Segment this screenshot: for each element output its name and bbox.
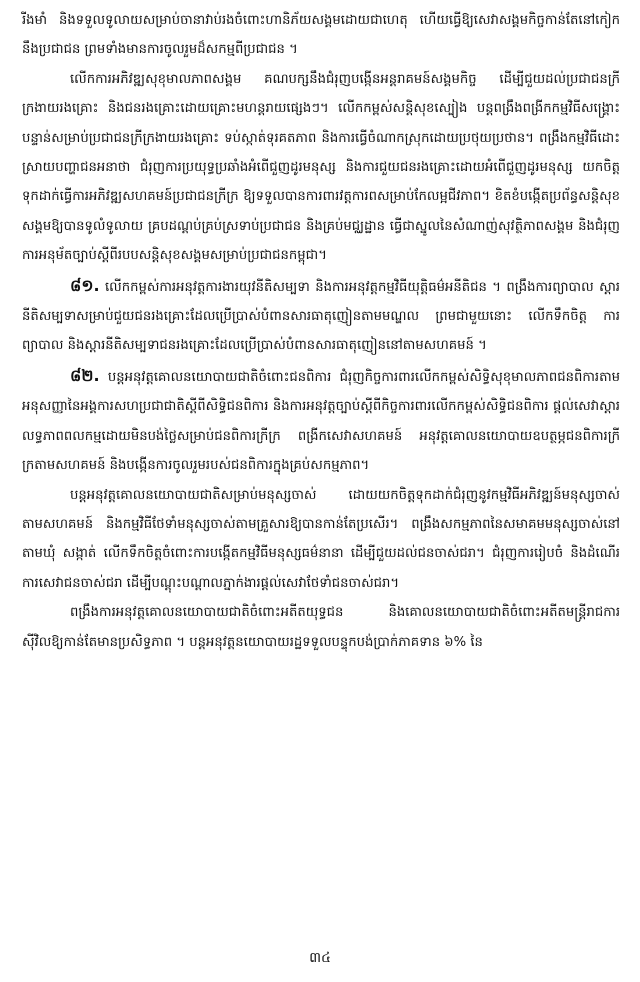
paragraph-text: បន្តអនុវត្តគោលនយោបាយជាតិចំពោះជនពិការ ជំរុញកិច្ចការពារលើកកម្ពស់សិទ្ធិសុខុមាលភាពជនពិការតាមអនុសញ្ញានៃអង្គការសហប្រជាជាតិស្តីពីសិទ្ធិជនពិការ និងការអនុវត្តច្បាប់ស្តីពីកិច្ចការពារលើកកម្ពស់សិទ្ធិជនពិការ ផ្តល់សេវាស្តារលទ្ធភាពពលកម្មដោយមិនបង់ថ្លៃសម្រាប់ជនពិការក្រីក្រ ពង្រីកសេវាសហគមន៍ អនុវត្តគោលនយោបាយឧបត្ថម្ភជនពិការក្រីក្រតាមសហគមន៍ និងបង្កើនការចូលរួមរបស់ជនពិការក្នុងគ្រប់សកម្មភាព។ (22, 369, 620, 474)
paragraph-text: លើកកម្ពស់ការអនុវត្តការងារយុវនីតិសម្បទា និងការអនុវត្តកម្មវិធីយុត្តិធម៌អនីតិជន ។ ពង្រឹងការព្យាបាល ស្តារនីតិសម្បទាសម្រាប់ជួយជនរងគ្រោះដែលប្រើប្រាស់បំពានសារធាតុញៀនតាមមណ្ឌល ព្រមជាមួយនោះ លើកទឹកចិត្ត ការព្យាបាល និងស្តារនីតិសម្បទាជនរងគ្រោះដែលប្រើប្រាស់បំពានសារធាតុញៀននៅតាមសហគមន៍ ។ (22, 279, 620, 354)
paragraph-elderly: បន្តអនុវត្តគោលនយោបាយជាតិសម្រាប់មនុស្សចាស់ ដោយយកចិត្តទុកដាក់ជំរុញនូវកម្មវិធីអភិវឌ្ឍន៍មនុស្សចាស់តាមសហគមន៍ និងកម្មវិធីថែទាំមនុស្សចាស់តាមគ្រួសារឱ្យបានកាន់តែប្រសើរ។ ពង្រឹងសកម្មភាពនៃសមាគមមនុស្សចាស់នៅតាមឃុំ សង្កាត់ លើកទឹកចិត្តចំពោះការបង្កើតកម្មវិធីមនុស្សធម៌នានា ដើម្បីជួយដល់ជនចាស់ជរា។ ជំរុញការរៀបចំ និងដំណើរការសេវាជនចាស់ជរា ដើម្បីបណ្តុះបណ្តាលភ្នាក់ងារផ្តល់សេវាថែទាំជនចាស់ជរា។ (22, 487, 620, 591)
paragraph-number: ៨២. (70, 365, 100, 385)
paragraph-veterans: ពង្រឹងការអនុវត្តគោលនយោបាយជាតិចំពោះអតីតយុទ្ធជន និងគោលនយោបាយជាតិចំពោះអតីតមន្ត្រីរាជការស៊ីវិលឱ្យកាន់តែមានប្រសិទ្ធភាព ។ បន្តអនុវត្តនយោបាយរដ្ឋទទួលបន្ទុកបង់ប្រាក់ភាគទាន ៦% នៃ (22, 605, 620, 650)
paragraph-continuation: រីងមាំ និងទទួលទូលាយសម្រាប់ចានាវាប់រងចំពោះហានិភ័យសង្គមដោយជាហេតុ ហើយធ្វើឱ្យសេវាសង្គមកិច្ចកាន់តែនៅកៀកនឹងប្រជាជន ព្រមទាំងមានការចូលរួមដ៏សកម្មពីប្រជាជន ។ (22, 13, 620, 58)
paragraph-number: ៨១. (70, 275, 100, 295)
document-page (22, 6, 620, 657)
page-number: ៣៤ (309, 950, 331, 966)
paragraph-82 (22, 361, 620, 481)
paragraph-81 (22, 271, 620, 361)
paragraph-social-welfare: លើកការអភិវឌ្ឍសុខុមាលភាពសង្គម គណបក្សនឹងជំរុញបង្កើនអន្តរាគមន៍សង្គមកិច្ច ដើម្បីជួយដល់ប្រជាជនក្រីក្រងាយរងគ្រោះ និងជនរងគ្រោះដោយគ្រោះមហន្តរាយផ្សេងៗ។ លើកកម្ពស់សន្តិសុខស្បៀង បន្តពង្រឹងពង្រីកកម្មវិធីសង្គ្រោះបន្ទាន់សម្រាប់ប្រជាជនក្រីក្រងាយរងគ្រោះ ទប់ស្កាត់ទុរគតភាព និងការធ្វើចំណាកស្រុកដោយប្រថុយប្រថាន។ ពង្រឹងកម្មវិធីដោះស្រាយបញ្ហាជនអនាថា ជំរុញការប្រយុទ្ធប្រឆាំងអំពើជួញដូរមនុស្ស និងការជួយជនរងគ្រោះដោយអំពើជួញដូរមនុស្ស យកចិត្តទុកដាក់ធ្វើការអភិវឌ្ឍសហគមន៍ប្រជាជនក្រីក្រ ឱ្យទទួលបានការពារវត្តការពសម្រាប់កែលម្អជីវភាព។ ខិតខំបង្កើតប្រព័ន្ធសន្តិសុខសង្គមឱ្យបានទូលំទូលាយ គ្របដណ្តប់គ្រប់ស្រទាប់ប្រជាជន និងគ្រប់មជ្ឈដ្ឋាន ធ្វើជាស្នូលនៃសំណាញ់សុវត្ថិភាពសង្គម និងជំរុញការអនុម័តច្បាប់ស្តីពីរបបសន្តិសុខសង្គមសម្រាប់ប្រជាជនកម្ពុជា។ (22, 71, 620, 264)
